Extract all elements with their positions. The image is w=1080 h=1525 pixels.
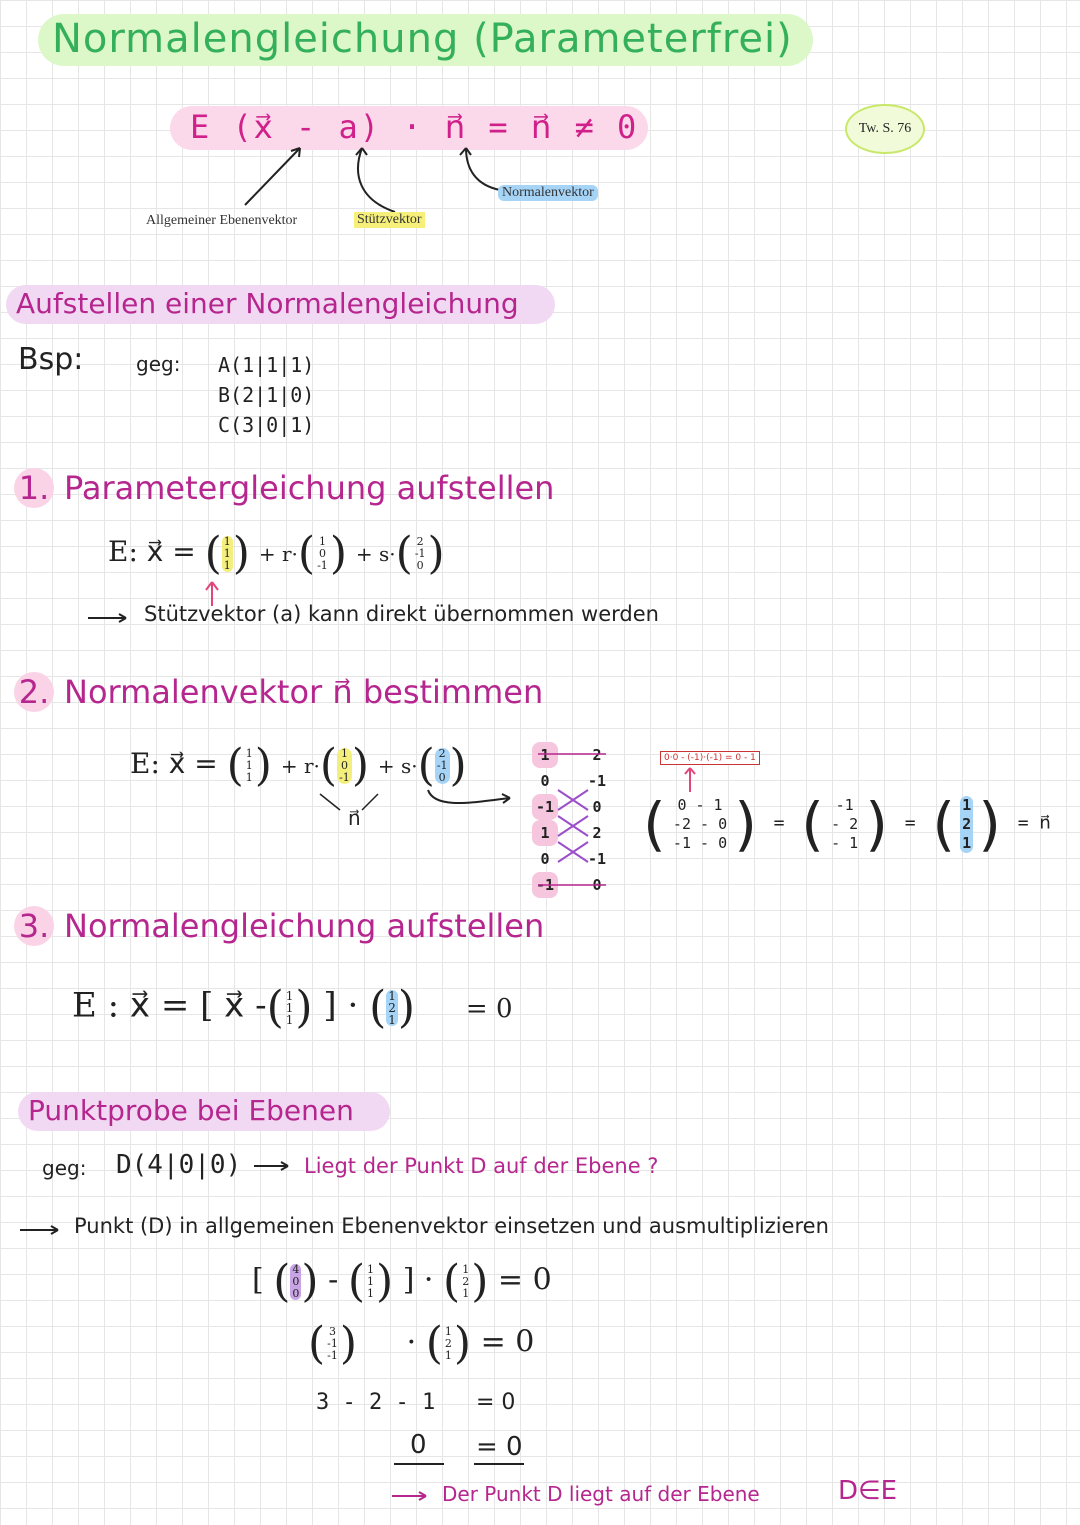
- cross-product-lines: [530, 740, 620, 900]
- normal-equation-rhs: = 0: [465, 993, 513, 1024]
- point-test-given-label: geg:: [42, 1156, 87, 1180]
- example-label: Bsp:: [18, 342, 84, 377]
- normal-vector-result: ( 0 - 1 -2 - 0 -1 - 0 ) = ( -1 - 2 - 1 ) = ( 1 2 1 ) = n⃗: [636, 790, 1051, 858]
- normal-vector-symbol: n⃗: [348, 806, 361, 830]
- note-arrow-icon: [86, 608, 136, 628]
- page-reference: Tw. S. 76: [845, 104, 925, 154]
- normal-form-formula: E (x⃗ - a) · n⃗ = n⃗ ≠ 0: [190, 108, 639, 146]
- step-1-title: Parametergleichung aufstellen: [64, 469, 555, 507]
- point-d: D(4|0|0): [116, 1150, 242, 1180]
- step-2-title: Normalenvektor n⃗ bestimmen: [64, 673, 544, 711]
- direction-vector-2: 2 -1 0: [414, 534, 426, 572]
- step-3-heading: [14, 906, 544, 946]
- result-underlines: [394, 1460, 554, 1470]
- direction-vector-2-highlight: 2 -1 0: [436, 746, 448, 784]
- substitution-line-4: 0: [410, 1430, 427, 1460]
- cross-scheme-left: 1 0 -1 1 0 -1: [532, 742, 558, 898]
- point-b: B(2|1|0): [218, 383, 315, 407]
- step-3-number: 3.: [14, 906, 54, 946]
- step-3-title: Normalengleichung aufstellen: [64, 907, 545, 945]
- question-arrow-icon: [252, 1156, 296, 1176]
- instruction-arrow-icon: [18, 1220, 68, 1240]
- substitution-line-2: ( 3 -1 -1 ) · ( 1 2 1 ) = 0: [308, 1318, 535, 1369]
- direction-vector-1-highlight: 1 0 -1: [339, 746, 350, 784]
- result-expressions: 0 - 1 -2 - 0 -1 - 0: [672, 795, 728, 852]
- parameter-equation-prefix: E: x⃗ =: [108, 535, 196, 568]
- support-note: Stützvektor (a) kann direkt übernommen werden: [144, 602, 659, 626]
- substitution-line-3: 3 - 2 - 1: [316, 1390, 436, 1415]
- conclusion-symbol: D∈E: [838, 1476, 898, 1506]
- point-a: A(1|1|1): [218, 353, 315, 377]
- point-test-instruction: Punkt (D) in allgemeinen Ebenenvektor einsetzen und ausmultiplizieren: [74, 1214, 829, 1238]
- section-heading-normal-equation: Aufstellen einer Normalengleichung: [6, 285, 555, 324]
- given-points: [218, 350, 314, 440]
- substitution-line-4-rhs: = 0: [476, 1432, 523, 1462]
- cross-scheme-right: 2 -1 0 2 -1 0: [587, 746, 607, 894]
- point-c: C(3|0|1): [218, 413, 315, 437]
- step-2-number: 2.: [14, 672, 54, 712]
- substitution-line-3-rhs: = 0: [476, 1390, 516, 1415]
- step-1-number: 1.: [14, 468, 54, 508]
- parameter-equation: E: x⃗ = ( 1 1 1 ) + r·( 1 0 -1 ) + s·( 2 -1 0 ): [108, 528, 445, 579]
- section-heading-point-test: Punktprobe bei Ebenen: [18, 1092, 390, 1131]
- page-title: Normalengleichung (Parameterfrei): [38, 14, 813, 66]
- support-vector-a: 1 1 1: [223, 534, 231, 572]
- normal-equation: E : x⃗ = [ x⃗ -( 1 1 1 ) ] · ( 1 2 1 ) = 0: [72, 982, 513, 1033]
- step-1-heading: [14, 468, 554, 508]
- step-2-heading: [14, 672, 543, 712]
- direction-vector-1: 1 0 -1: [317, 534, 328, 572]
- conclusion-arrow-icon: [390, 1486, 434, 1506]
- formula-arrows: [0, 0, 1080, 240]
- result-simplified: -1 - 2 - 1: [831, 795, 859, 852]
- substitution-line-1: [ ( 4 0 0 ) - ( 1 1 1 ) ] · ( 1 2 1 ) = 0: [252, 1256, 552, 1307]
- result-final: 1 2 1: [962, 795, 972, 852]
- given-label: geg:: [136, 352, 181, 376]
- normal-equation-prefix: E : x⃗ = [ x⃗ -: [72, 985, 267, 1026]
- result-label: = n⃗: [1017, 812, 1051, 834]
- label-general-vector: Allgemeiner Ebenenvektor: [146, 213, 298, 228]
- parameter-equation-step2: E: x⃗ = ( 1 1 1 ) + r·( 1 0 -1 ) + s·( 2 -1 0 ): [130, 740, 467, 791]
- label-normal-vector: Normalenvektor: [498, 185, 598, 201]
- point-test-conclusion: Der Punkt D liegt auf der Ebene: [442, 1482, 760, 1506]
- parameter-equation-step2-prefix: E: x⃗ =: [130, 747, 218, 780]
- point-test-question: Liegt der Punkt D auf der Ebene ?: [304, 1154, 659, 1178]
- calc-note: 0·0 - (-1)·(-1) = 0 - 1: [660, 751, 760, 765]
- label-support-vector: Stützvektor: [354, 212, 425, 228]
- normal-vector-arrows: [300, 780, 530, 830]
